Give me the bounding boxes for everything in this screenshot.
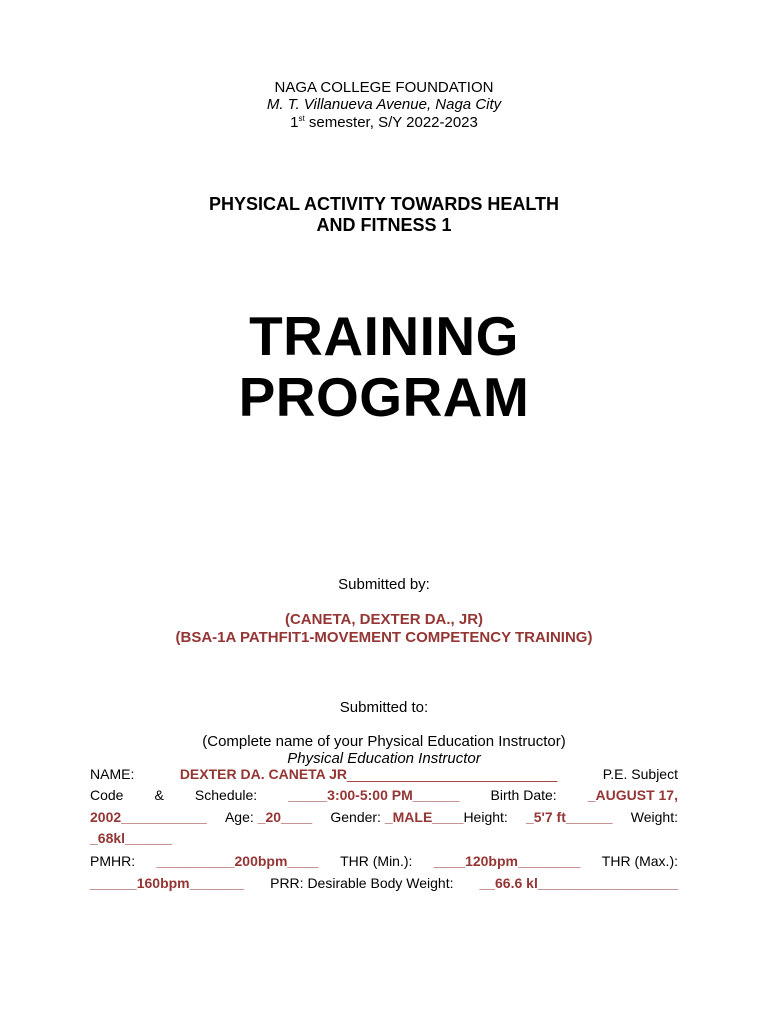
- gender-value: _MALE____: [384, 809, 464, 825]
- ampersand: &: [154, 787, 164, 803]
- document-title-line-1: TRAINING: [249, 305, 519, 367]
- institution-address: M. T. Villanueva Avenue, Naga City: [266, 96, 502, 113]
- pe-subject-label: P.E. Subject: [602, 766, 678, 782]
- prr-label: PRR: Desirable Body Weight:: [270, 875, 454, 891]
- student-course: (BSA-1A PATHFIT1-MOVEMENT COMPETENCY TRAINING): [175, 629, 593, 646]
- weight-value: _68kl______: [90, 830, 172, 846]
- thr-max-label: THR (Max.):: [601, 853, 678, 869]
- document-title-line-2: PROGRAM: [238, 366, 530, 428]
- pmhr-label: PMHR:: [90, 853, 136, 869]
- form-line-prr: [90, 875, 678, 891]
- submitted-by-label: Submitted by:: [338, 576, 430, 593]
- birth-date-label: Birth Date:: [490, 787, 557, 803]
- thr-min-value: ____120bpm________: [433, 853, 581, 869]
- name-blank: ___________________________: [347, 766, 558, 782]
- instructor-name: (Complete name of your Physical Education Instructor): [202, 733, 566, 750]
- thr-max-value: ______160bpm_______: [90, 875, 245, 891]
- instructor-role: Physical Education Instructor: [287, 750, 481, 767]
- semester-line: [0, 113, 768, 132]
- name-label: NAME:: [90, 766, 135, 782]
- submitted-to-label: Submitted to:: [339, 699, 429, 716]
- schedule-label: Schedule:: [194, 787, 258, 803]
- subject-title-line-1: PHYSICAL ACTIVITY TOWARDS HEALTH: [208, 194, 560, 214]
- subject-title-line-2: AND FITNESS 1: [316, 215, 452, 235]
- age-label: Age:: [224, 809, 254, 825]
- birth-date-value-part-2: 2002___________: [90, 809, 207, 825]
- code-label: Code: [90, 787, 124, 803]
- age-value: _20____: [257, 809, 313, 825]
- student-name: (CANETA, DEXTER DA., JR): [284, 611, 484, 628]
- form-line-age: [90, 809, 678, 825]
- semester-text: semester, S/Y 2022-2023: [304, 114, 478, 131]
- schedule-value: _____3:00-5:00 PM______: [288, 787, 460, 803]
- thr-min-label: THR (Min.):: [340, 853, 413, 869]
- gender-label: Gender:: [330, 809, 381, 825]
- form-line-pmhr: [90, 853, 678, 869]
- name-value: DEXTER DA. CANETA JR: [179, 766, 348, 782]
- weight-label: Weight:: [630, 809, 678, 825]
- birth-date-value-part-1: _AUGUST 17,: [587, 787, 678, 803]
- semester-ordinal: st: [298, 114, 305, 123]
- pmhr-value: __________200bpm____: [156, 853, 319, 869]
- desirable-weight-value: __66.6 kl__________________: [479, 875, 678, 891]
- institution-name: NAGA COLLEGE FOUNDATION: [274, 79, 494, 96]
- form-line-weight: [90, 830, 678, 846]
- form-line-name: [90, 766, 678, 782]
- semester-number: 1: [290, 114, 299, 131]
- height-label: Height:: [463, 809, 508, 825]
- form-line-schedule: [90, 787, 678, 803]
- height-value: _5'7 ft______: [525, 809, 613, 825]
